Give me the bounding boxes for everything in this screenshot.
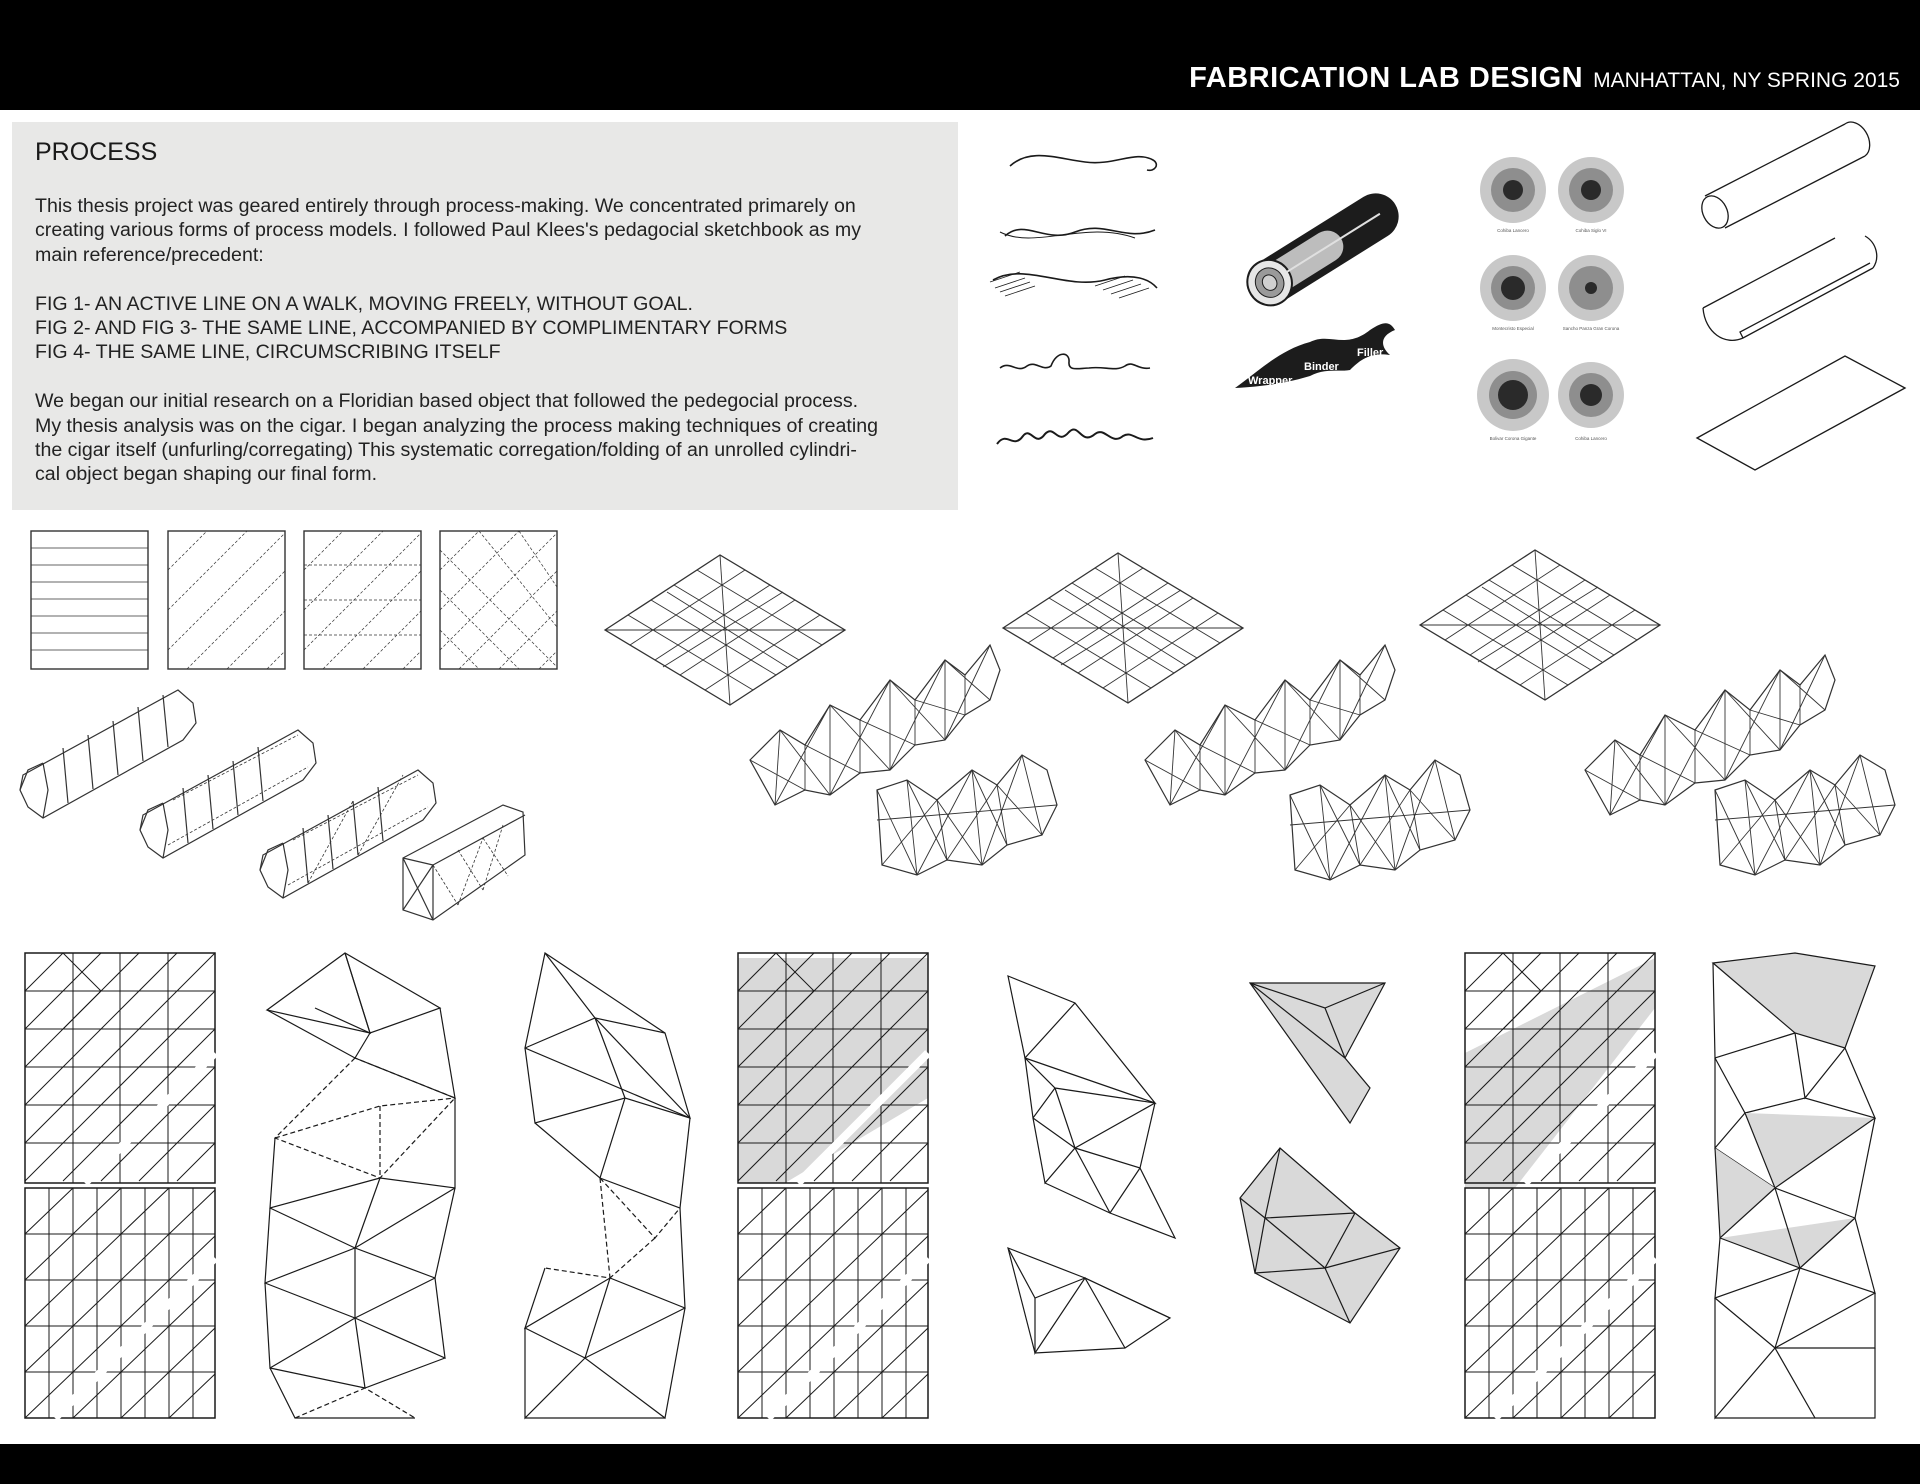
fig-line: FIG 2- AND FIG 3- THE SAME LINE, ACCOMPANIED BY COMPLIMENTARY FORMS (35, 317, 788, 340)
process-panel (12, 122, 958, 510)
process-body (35, 194, 940, 487)
ring-gauge (1558, 362, 1624, 428)
page-subtitle: MANHATTAN, NY SPRING 2015 (1593, 69, 1900, 92)
header-bar (0, 0, 1920, 110)
triangulated-study-set-1 (605, 555, 1057, 875)
research-line: We began our initial research on a Floridian based object that followed the pedegocial process. (35, 390, 859, 413)
folded-form-b (525, 953, 690, 1418)
ring-gauge (1477, 359, 1549, 431)
fold-pattern-1 (31, 531, 148, 669)
ring-caption: Bolivar Corona Gigante (1489, 436, 1537, 441)
cigar-ring-gauge-study (1475, 150, 1640, 460)
ring-gauge (1480, 157, 1546, 223)
tube-model-1 (20, 690, 196, 818)
ring-caption: Montecristo Especial (1492, 326, 1534, 331)
ring-caption: Cohiba Lancero (1575, 436, 1607, 441)
fig-line: FIG 1- AN ACTIVE LINE ON A WALK, MOVING FREELY, WITHOUT GOAL. (35, 292, 693, 315)
flat-pattern-1 (25, 953, 215, 1418)
fold-pattern-4 (440, 531, 557, 669)
fold-pattern-2 (168, 531, 285, 669)
folded-tube-models (18, 685, 563, 925)
cigar-label-filler: Filler (1357, 347, 1384, 359)
footer-bar (0, 1444, 1920, 1484)
triangulated-study-set-3 (1420, 550, 1895, 875)
ring-gauge (1558, 157, 1624, 223)
research-line: the cigar itself (unfurling/corregating) This systematic corregation/folding of an unrolled cylindri- (35, 439, 857, 462)
final-form-studies (25, 948, 1905, 1428)
triangulated-study-set-2 (1003, 553, 1470, 880)
cigar-label-wrapper: Wrapper (1248, 375, 1293, 387)
folded-form-c (1008, 976, 1175, 1353)
ring-gauge (1480, 255, 1546, 321)
header-title (1189, 62, 1900, 95)
tube-model-4 (403, 805, 525, 920)
fold-pattern-3 (304, 531, 421, 669)
ring-caption: Cohiba Lancero (1497, 228, 1529, 233)
ring-caption: Cohiba Siglo VI (1575, 228, 1607, 233)
flat-pattern-3 (1465, 953, 1655, 1418)
folded-form-a (265, 953, 455, 1418)
process-heading: PROCESS (35, 138, 158, 166)
cigar-label-binder: Binder (1304, 361, 1339, 373)
research-line: My thesis analysis was on the cigar. I began analyzing the process making techniques of creating (35, 414, 878, 437)
folded-column-e (1713, 953, 1875, 1418)
ring-gauge (1558, 255, 1624, 321)
folded-form-d (1240, 983, 1400, 1323)
klee-line-sketches (985, 140, 1165, 460)
flat-pattern-2 (738, 953, 928, 1418)
page-title: FABRICATION LAB DESIGN (1189, 62, 1584, 94)
fig-line: FIG 4- THE SAME LINE, CIRCUMSCRIBING ITSELF (35, 341, 501, 364)
cylinder-unrolling-diagram (1695, 118, 1910, 468)
cigar-diagram (1230, 180, 1410, 400)
ring-caption: Sancho Panza Gran Corona (1562, 326, 1620, 331)
intro-line: creating various forms of process models. I followed Paul Klees's pedagocial sketchbook as my (35, 219, 861, 242)
triangulated-fold-studies (605, 545, 1915, 885)
fold-pattern-squares (30, 530, 560, 672)
intro-line: This thesis project was geared entirely through process-making. We concentrated primarely on (35, 195, 856, 217)
research-line: cal object began shaping our final form. (35, 463, 378, 486)
intro-line: main reference/precedent: (35, 243, 264, 266)
